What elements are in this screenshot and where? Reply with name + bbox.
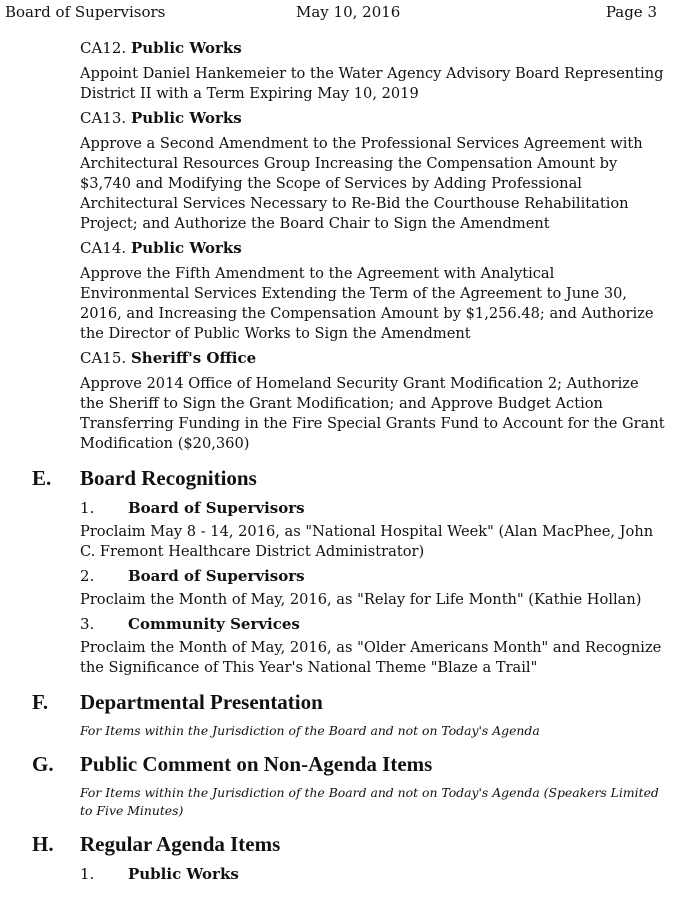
section-letter: F.: [32, 690, 49, 714]
section-letter: E.: [32, 466, 52, 490]
header-page-number: Page 3: [605, 3, 657, 21]
section-note: For Items within the Jurisdiction of the Board and not on Today's Agenda (Speakers Limited to Five Minutes): [80, 785, 659, 818]
item-number: 1.: [80, 499, 95, 517]
section-h-heading: [0, 832, 680, 864]
section-title: Public Comment on Non-Agenda Items: [80, 752, 433, 776]
item-description: Approve a Second Amendment to the Professional Services Agreement with Architectural Resources Group Increasing the Compensation Amount by $3,740 and Modifying the Scope of Services by Adding Professional Architectural Services Necessary to Re-Bid the Courthouse Rehabilitation Project; and Authorize the Board Chair to Sign the Amendment: [80, 135, 643, 232]
recognition-item-1: [80, 498, 665, 562]
item-id: CA14.: [80, 239, 127, 257]
regular-item-1: [80, 864, 665, 885]
section-e-heading: [0, 466, 680, 498]
item-department: Public Works: [128, 865, 239, 883]
section-title: Regular Agenda Items: [80, 832, 281, 856]
section-f-heading: [0, 690, 680, 722]
item-id: CA15.: [80, 349, 127, 367]
item-department: Public Works: [130, 39, 242, 57]
consent-item-ca13: [80, 108, 665, 234]
item-description: Approve 2014 Office of Homeland Security Grant Modification 2; Authorize the Sheriff to Sign the Grant Modification; and Approve Budget Action Transferring Funding in the Fire Special Grants Fund to Account for the Grant Modification ($20,360): [80, 375, 665, 452]
item-id: CA12.: [80, 39, 127, 57]
agenda-content: [0, 38, 680, 888]
item-number: 1.: [80, 865, 95, 883]
item-description: Proclaim the Month of May, 2016, as "Relay for Life Month" (Kathie Hollan): [80, 591, 642, 608]
page-header: [5, 3, 657, 25]
item-number: 3.: [80, 615, 95, 633]
item-department: Sheriff's Office: [130, 349, 257, 367]
item-department: Public Works: [130, 239, 242, 257]
item-department: Community Services: [128, 615, 300, 633]
section-title: Departmental Presentation: [80, 690, 323, 714]
section-title: Board Recognitions: [80, 466, 257, 490]
section-note: For Items within the Jurisdiction of the Board and not on Today's Agenda: [80, 723, 540, 738]
item-department: Board of Supervisors: [128, 567, 305, 585]
section-letter: H.: [32, 832, 54, 856]
item-department: Public Works: [130, 109, 242, 127]
recognition-item-2: [80, 566, 665, 610]
section-g-heading: [0, 752, 680, 784]
item-number: 2.: [80, 567, 95, 585]
recognition-item-3: [80, 614, 665, 678]
item-department: Board of Supervisors: [128, 499, 305, 517]
consent-item-ca12: [80, 38, 665, 104]
item-description: Approve the Fifth Amendment to the Agreement with Analytical Environmental Services Extending the Term of the Agreement to June 30, 2016, and Increasing the Compensation Amount by $1,256.48; and Authorize the Director of Public Works to Sign the Amendment: [80, 265, 654, 342]
header-board-name: Board of Supervisors: [5, 3, 166, 21]
item-description: Proclaim May 8 - 14, 2016, as "National Hospital Week" (Alan MacPhee, John C. Fremont Healthcare District Administrator): [80, 523, 654, 560]
header-date: May 10, 2016: [296, 3, 401, 21]
consent-item-ca15: [80, 348, 665, 454]
item-description: Appoint Daniel Hankemeier to the Water Agency Advisory Board Representing District II with a Term Expiring May 10, 2019: [80, 65, 664, 102]
item-description: Proclaim the Month of May, 2016, as "Older Americans Month" and Recognize the Significance of This Year's National Theme "Blaze a Trail": [80, 639, 662, 676]
section-letter: G.: [32, 752, 54, 776]
item-id: CA13.: [80, 109, 127, 127]
consent-item-ca14: [80, 238, 665, 344]
